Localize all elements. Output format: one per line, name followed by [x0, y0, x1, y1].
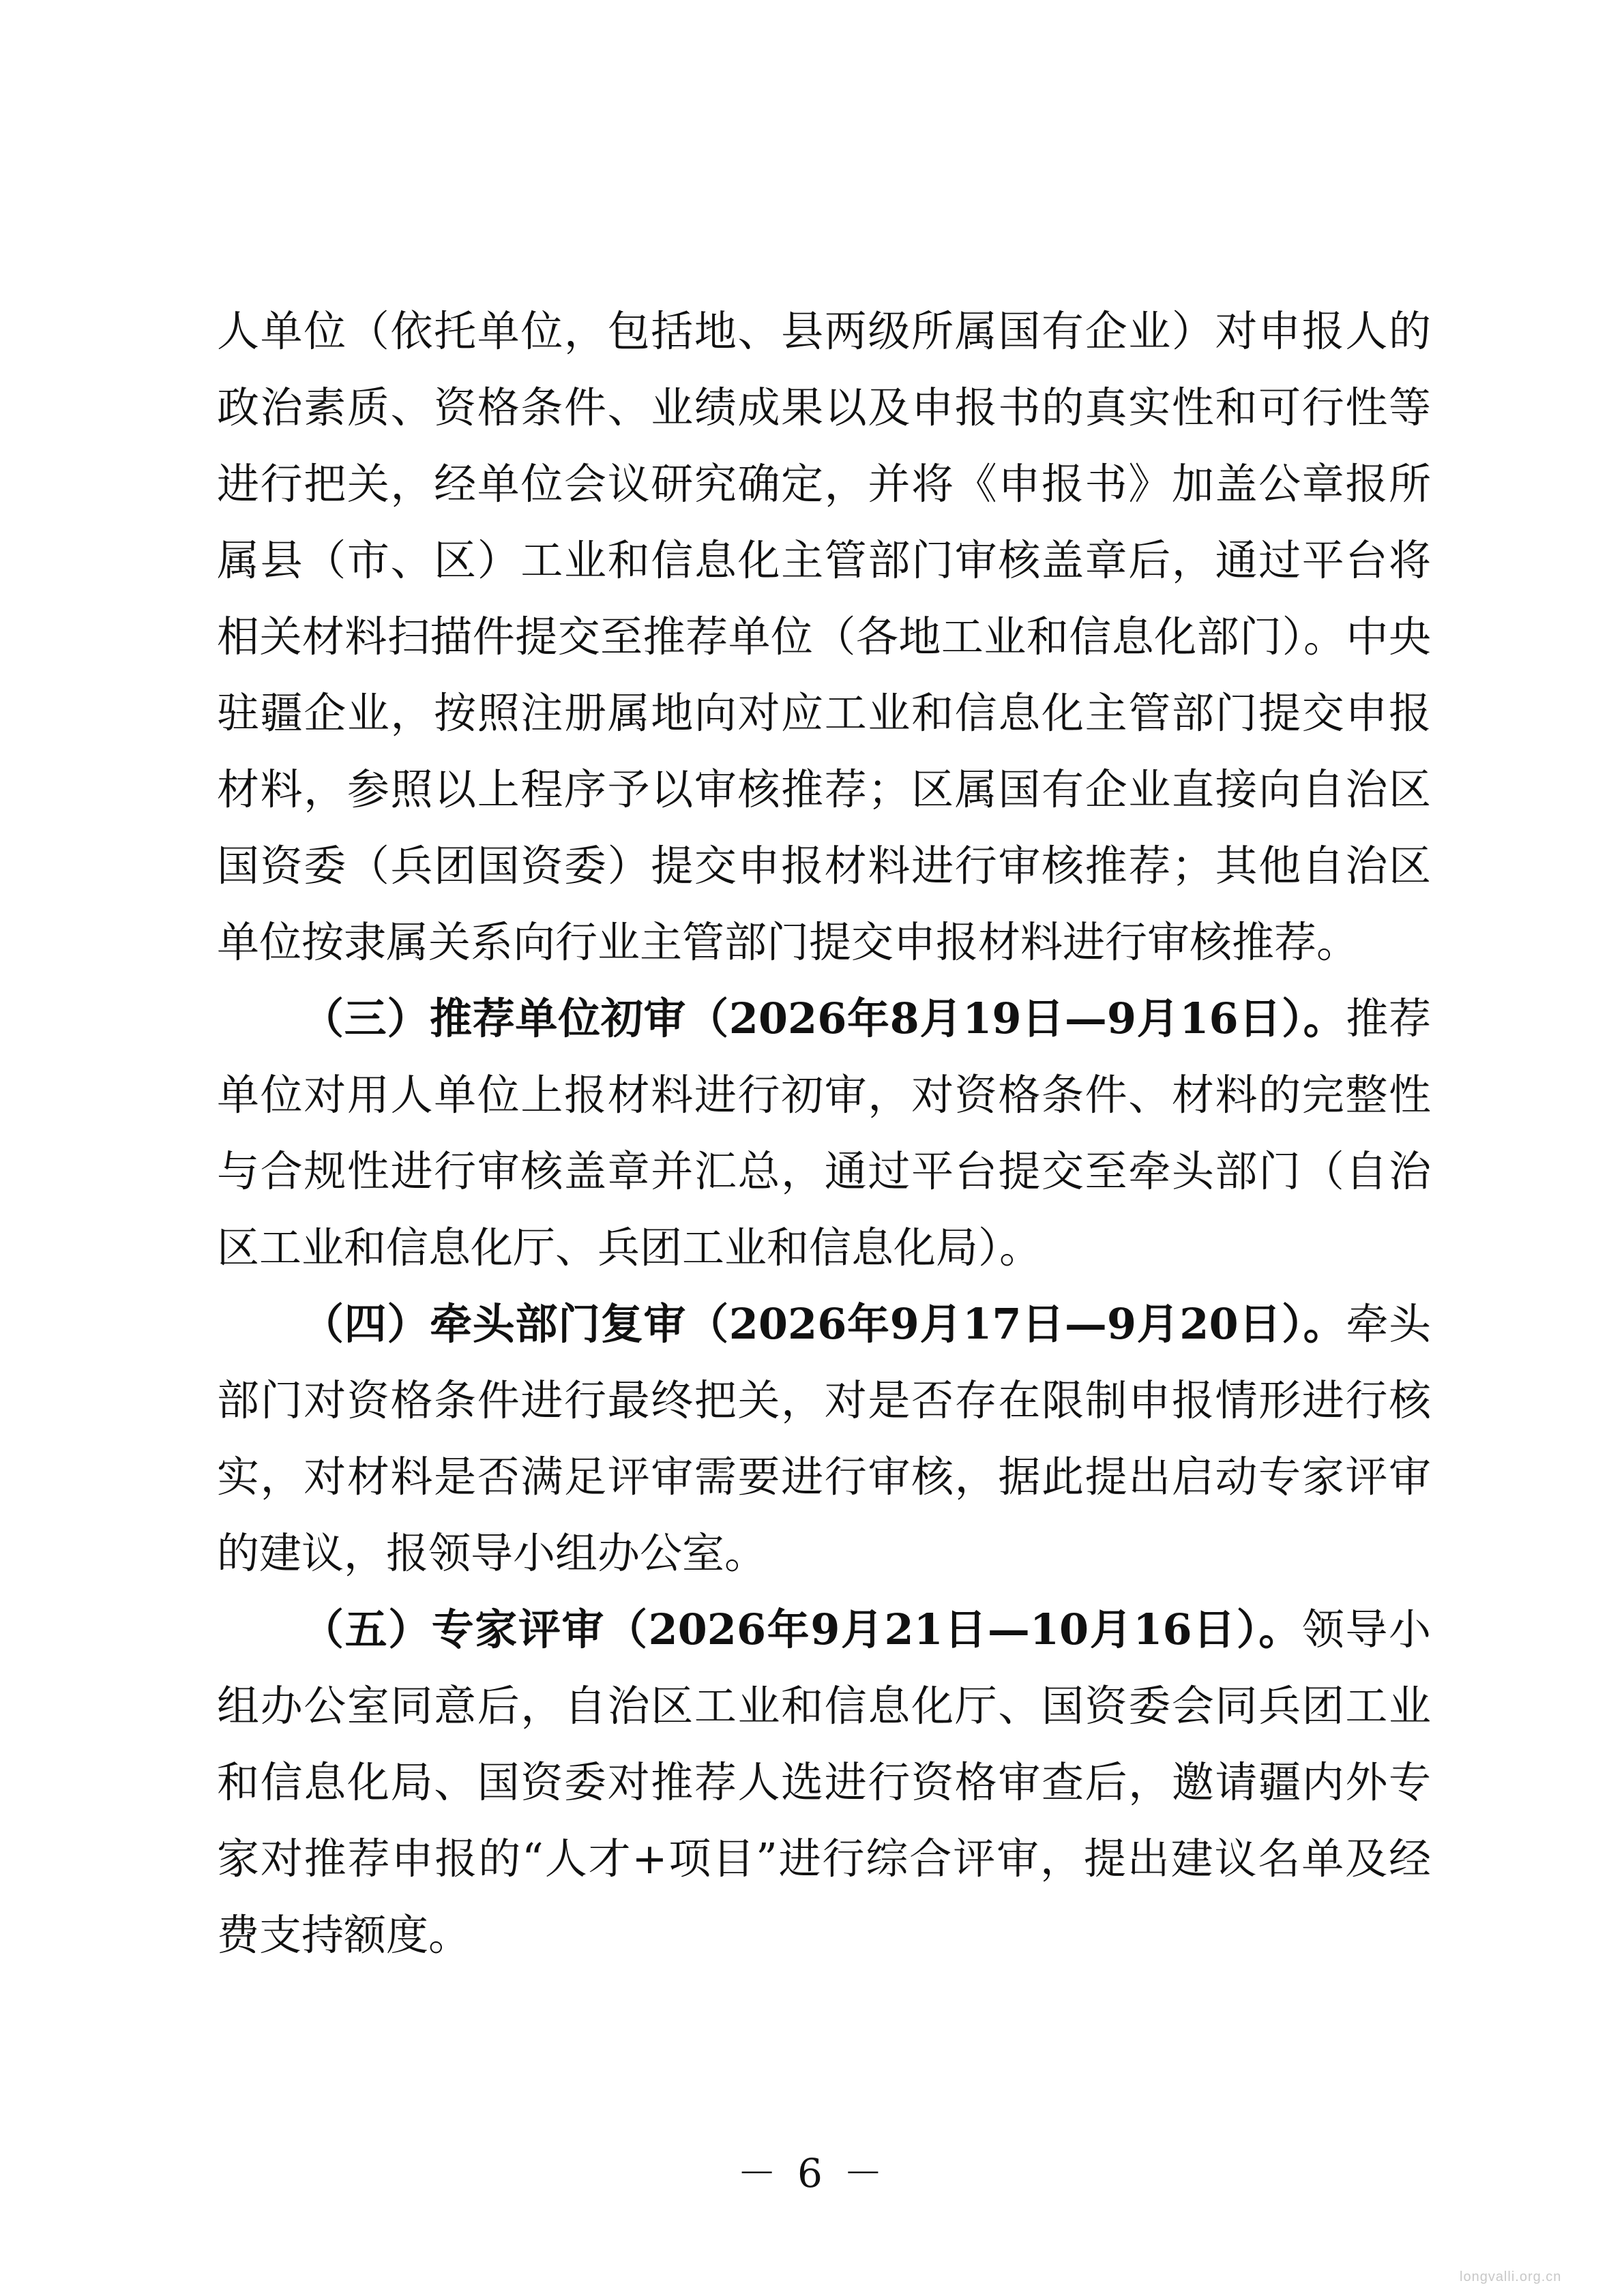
section-heading-4: （四）牵头部门复审（2026年9月17日—9月20日）。: [301, 1299, 1346, 1349]
paragraph-text: 牵头部门对资格条件进行最终把关，对是否存在限制申报情形进行核实，对材料是否满足评审需要进行审核，据此提出启动专家评审的建议，报领导小组办公室。: [217, 1299, 1431, 1578]
paragraph-section-3: [217, 981, 1431, 1286]
page-number: － 6 －: [737, 2150, 887, 2196]
paragraph-text: 推荐单位对用人单位上报材料进行初审，对资格条件、材料的完整性与合规性进行审核盖章并汇总，通过平台提交至牵头部门（自治区工业和信息化厅、兵团工业和信息化局）。: [217, 994, 1431, 1272]
paragraph-text: 人单位（依托单位，包括地、县两级所属国有企业）对申报人的政治素质、资格条件、业绩成果以及申报书的真实性和可行性等进行把关，经单位会议研究确定，并将《申报书》加盖公章报所属县（市、区）工业和信息化主管部门审核盖章后，通过平台将相关材料扫描件提交至推荐单位（各地工业和信息化部门）。中央驻疆企业，按照注册属地向对应工业和信息化主管部门提交申报材料，参照以上程序予以审核推荐；区属国有企业直接向自治区国资委（兵团国资委）提交申报材料进行审核推荐；其他自治区单位按隶属关系向行业主管部门提交申报材料进行审核推荐。: [217, 306, 1431, 967]
section-heading-5: （五）专家评审（2026年9月21日—10月16日）。: [301, 1605, 1302, 1654]
document-body: [217, 293, 1431, 1973]
paragraph-section-4: [217, 1286, 1431, 1592]
paragraph-continuation: [217, 293, 1431, 981]
section-heading-3: （三）推荐单位初审（2026年8月19日—9月16日）。: [301, 994, 1346, 1043]
paragraph-text: 领导小组办公室同意后，自治区工业和信息化厅、国资委会同兵团工业和信息化局、国资委对推荐人选进行资格审查后，邀请疆内外专家对推荐申报的“人才+项目”进行综合评审，提出建议名单及经费支持额度。: [217, 1605, 1431, 1960]
paragraph-section-5: [217, 1592, 1431, 1973]
watermark: longvalli.org.cn: [1460, 2269, 1562, 2284]
